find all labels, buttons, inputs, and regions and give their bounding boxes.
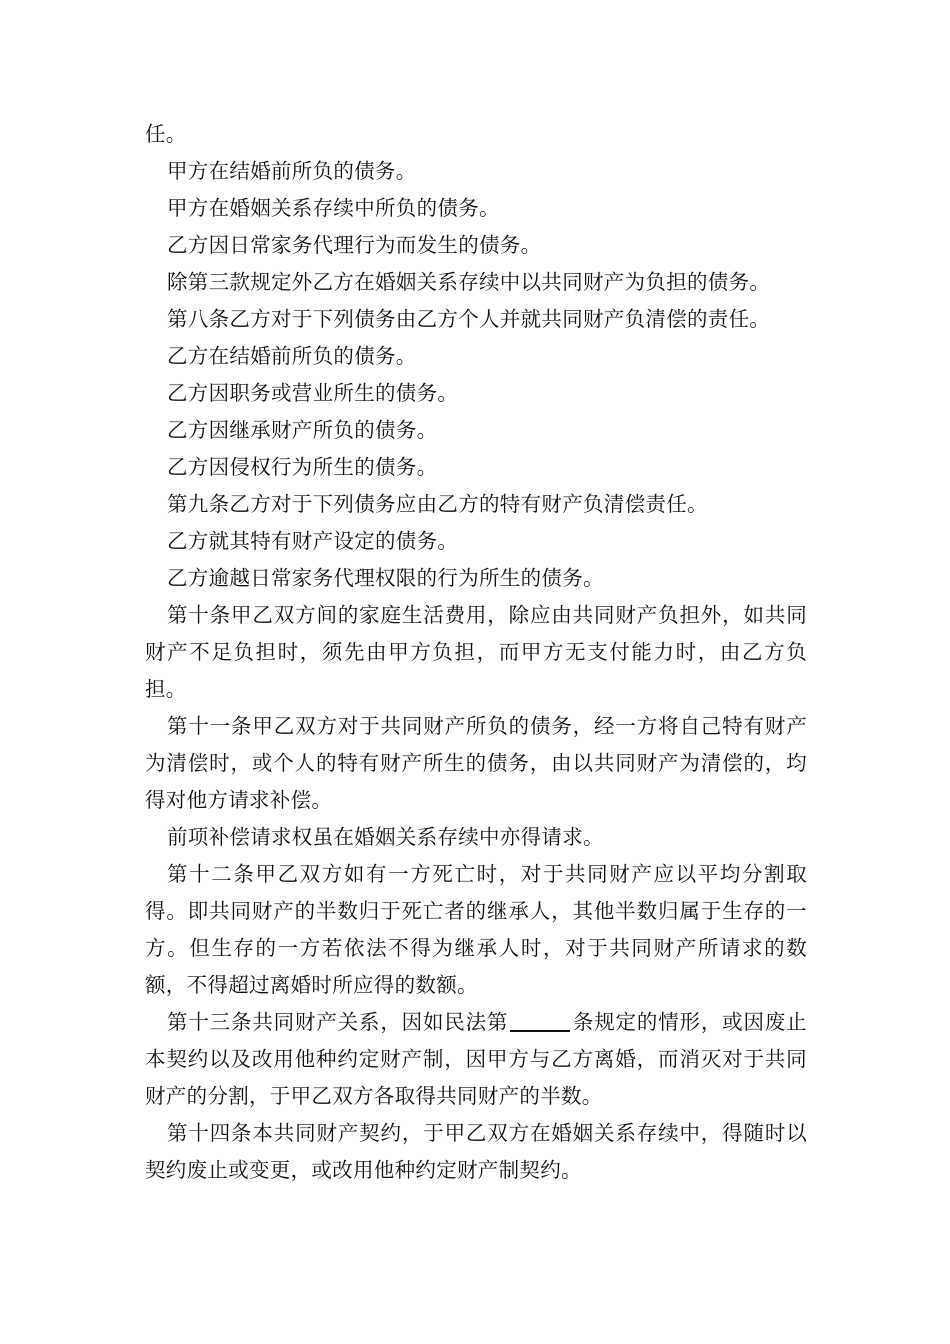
paragraph: 乙方在结婚前所负的债务。 — [167, 344, 417, 368]
article-11: 第十一条甲乙双方对于共同财产所负的债务，经一方将自己特有财产为清偿时，或个人的特有财产所生的债务，由以共同财产为清偿的，均得对他方请求补偿。 — [145, 714, 807, 812]
article-13 — [145, 1004, 807, 1115]
paragraph: 任。 — [145, 122, 187, 146]
paragraph: 乙方因继承财产所负的债务。 — [167, 418, 438, 442]
paragraph: 乙方就其特有财产设定的债务。 — [167, 529, 459, 553]
article-8-heading: 第八条乙方对于下列债务由乙方个人并就共同财产负清偿的责任。 — [167, 307, 771, 331]
article-14: 第十四条本共同财产契约，于甲乙双方在婚姻关系存续中，得随时以契约废止或变更，或改用他种约定财产制契约。 — [145, 1121, 807, 1182]
document-body — [145, 116, 807, 1189]
paragraph: 甲方在结婚前所负的债务。 — [167, 159, 417, 183]
article-10: 第十条甲乙双方间的家庭生活费用，除应由共同财产负担外，如共同财产不足负担时，须先由甲方负担，而甲方无支付能力时，由乙方负担。 — [145, 603, 807, 701]
paragraph: 乙方因职务或营业所生的债务。 — [167, 381, 459, 405]
paragraph: 前项补偿请求权虽在婚姻关系存续中亦得请求。 — [167, 825, 604, 849]
article-12: 第十二条甲乙双方如有一方死亡时，对于共同财产应以平均分割取得。即共同财产的半数归于死亡者的继承人，其他半数归属于生存的一方。但生存的一方若依法不得为继承人时，对于共同财产所请求的数额，不得超过离婚时所应得的数额。 — [145, 862, 807, 997]
paragraph: 甲方在婚姻关系存续中所负的债务。 — [167, 196, 500, 220]
paragraph: 乙方逾越日常家务代理权限的行为所生的债务。 — [167, 566, 604, 590]
paragraph: 乙方因侵权行为所生的债务。 — [167, 455, 438, 479]
article-13-text-before: 第十三条共同财产关系，因如民法第 — [167, 1010, 509, 1034]
article-9-heading: 第九条乙方对于下列债务应由乙方的特有财产负清偿责任。 — [167, 492, 708, 516]
fill-in-blank — [510, 1008, 570, 1032]
article-13-text-after: 条规定的情形，或因废止本契约以及改用他种约定财产制，因甲方与乙方离婚，而消灭对于共同财产的分割，于甲乙双方各取得共同财产的半数。 — [145, 1010, 807, 1108]
paragraph: 乙方因日常家务代理行为而发生的债务。 — [167, 233, 542, 257]
paragraph: 除第三款规定外乙方在婚姻关系存续中以共同财产为负担的债务。 — [167, 270, 771, 294]
